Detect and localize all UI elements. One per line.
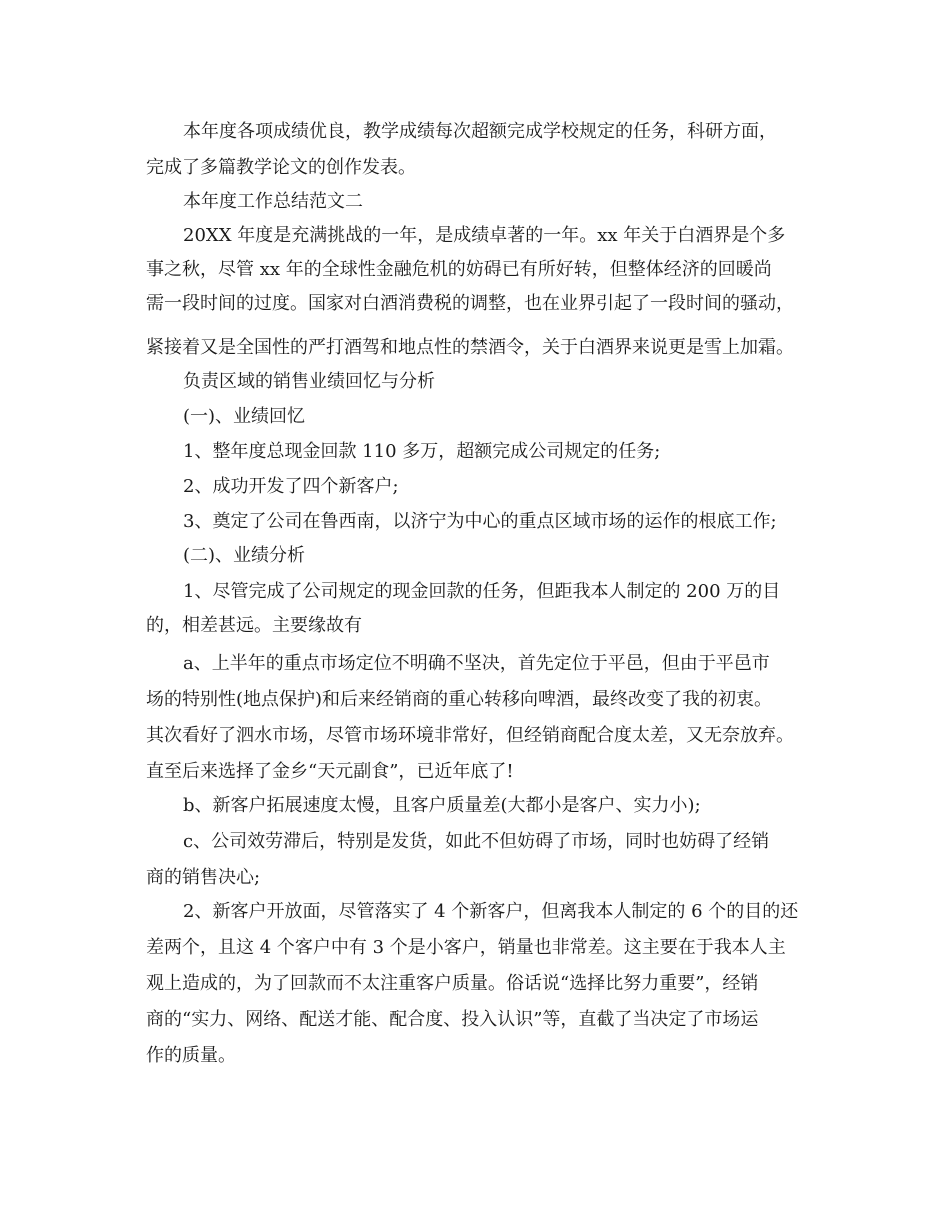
paragraph-line: 商的“实力、网络、配送才能、配合度、投入认识”等，直截了当决定了市场运 bbox=[146, 1009, 759, 1030]
paragraph-line: 其次看好了泗水市场，尽管市场环境非常好，但经销商配合度太差，又无奈放弃。 bbox=[146, 725, 794, 746]
paragraph-line: 作的质量。 bbox=[146, 1045, 236, 1066]
subsection-heading: (一)、业绩回忆 bbox=[183, 406, 306, 427]
paragraph-line: 观上造成的，为了回款而不太注重客户质量。俗话说“选择比努力重要”，经销 bbox=[146, 973, 759, 994]
paragraph-line: 场的特别性(地点保护)和后来经销商的重心转移向啤酒，最终改变了我的初衷。 bbox=[146, 689, 773, 710]
paragraph-line: 直至后来选择了金乡“天元副食”，已近年底了! bbox=[146, 761, 514, 782]
paragraph-line: 紧接着又是全国性的严打酒驾和地点性的禁酒令，关于白酒界来说更是雪上加霜。 bbox=[146, 337, 794, 358]
section-heading: 本年度工作总结范文二 bbox=[183, 191, 363, 212]
paragraph-line: 的，相差甚远。主要缘故有 bbox=[146, 615, 362, 636]
paragraph-line: 本年度各项成绩优良，教学成绩每次超额完成学校规定的任务，科研方面， bbox=[183, 121, 777, 142]
paragraph-line: 2、新客户开放面，尽管落实了 4 个新客户，但离我本人制定的 6 个的目的还 bbox=[183, 901, 799, 922]
paragraph-line: c、公司效劳滞后，特别是发货，如此不但妨碍了市场，同时也妨碍了经销 bbox=[183, 831, 770, 852]
paragraph-line: 商的销售决心; bbox=[146, 867, 261, 888]
list-item: 3、奠定了公司在鲁西南，以济宁为中心的重点区域市场的运作的根底工作; bbox=[183, 511, 777, 532]
paragraph-line: 完成了多篇教学论文的创作发表。 bbox=[146, 157, 416, 178]
paragraph-line: 事之秋，尽管 xx 年的全球性金融危机的妨碍已有所好转，但整体经济的回暖尚 bbox=[146, 259, 772, 280]
paragraph-line: b、新客户拓展速度太慢，且客户质量差(大都小是客户、实力小); bbox=[183, 795, 701, 816]
paragraph-line: 需一段时间的过度。国家对白酒消费税的调整，也在业界引起了一段时间的骚动， bbox=[146, 293, 794, 314]
list-item: 1、尽管完成了公司规定的现金回款的任务，但距我本人制定的 200 万的目 bbox=[183, 581, 781, 602]
section-heading: 负责区域的销售业绩回忆与分析 bbox=[183, 371, 435, 392]
subsection-heading: (二)、业绩分析 bbox=[183, 545, 306, 566]
list-item: 2、成功开发了四个新客户; bbox=[183, 476, 399, 497]
paragraph-line: a、上半年的重点市场定位不明确不坚决，首先定位于平邑，但由于平邑市 bbox=[183, 653, 770, 674]
list-item: 1、整年度总现金回款 110 多万，超额完成公司规定的任务; bbox=[183, 441, 661, 462]
paragraph-line: 差两个，且这 4 个客户中有 3 个是小客户，销量也非常差。这主要在于我本人主 bbox=[146, 937, 786, 958]
paragraph-line: 20XX 年度是充满挑战的一年，是成绩卓著的一年。xx 年关于白酒界是个多 bbox=[183, 225, 786, 246]
